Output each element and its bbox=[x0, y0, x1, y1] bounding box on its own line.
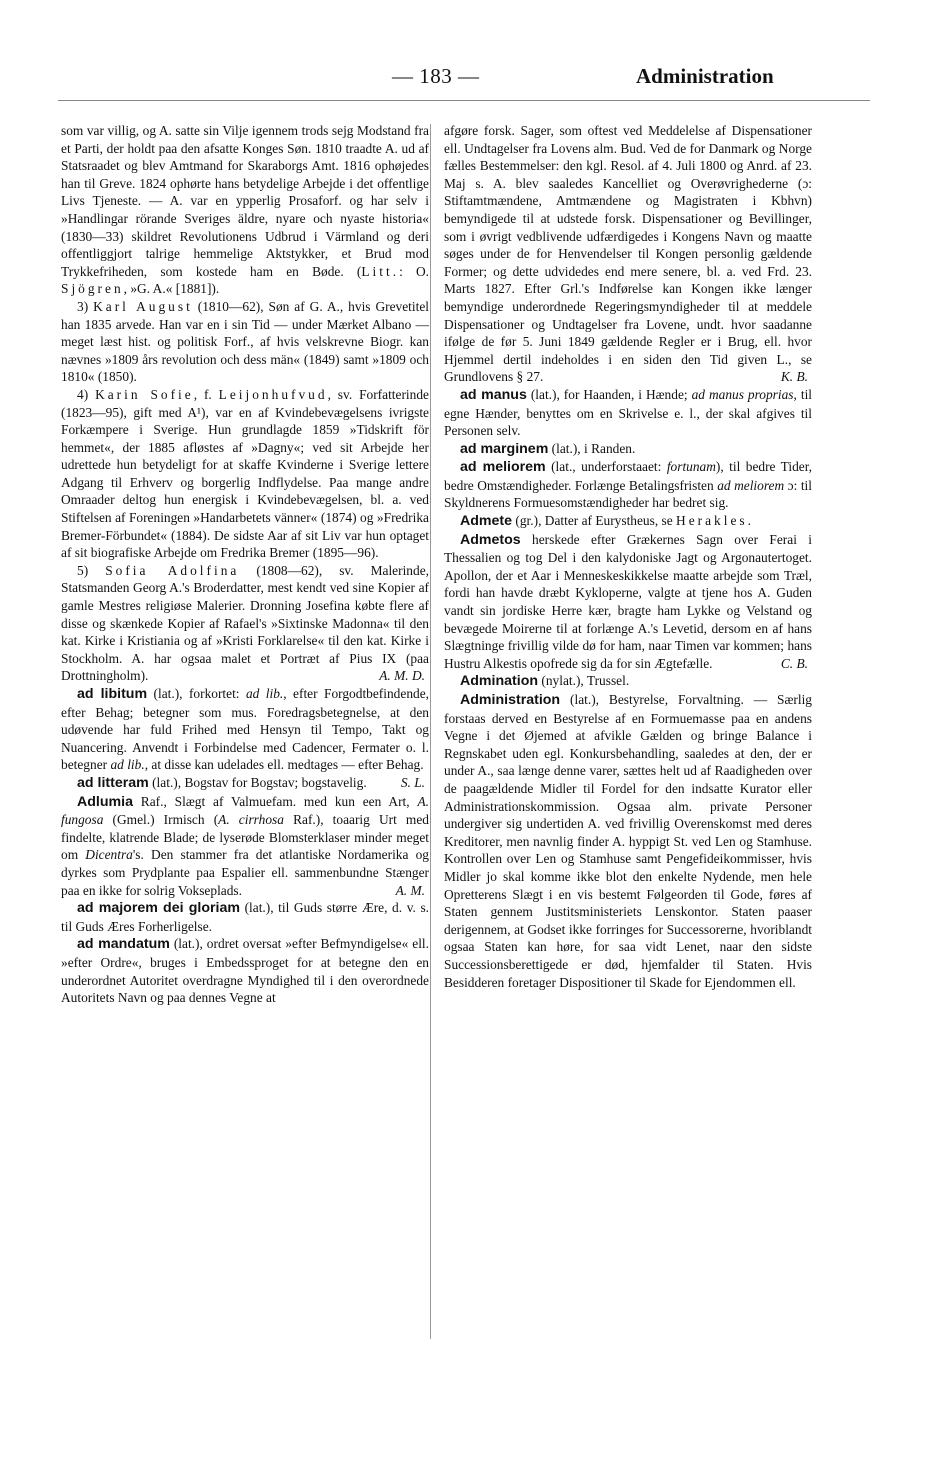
page-number: — 183 — bbox=[392, 64, 480, 88]
paragraph: 4) Karin Sofie, f. Leijonhufvud, sv. Forfatterinde (1823—95), gift med A¹), var en af Kvindebevægelsens ivrigste Forkæmpere i Sverige. Hun grundlagde 1859 »Tidskrift för hemmet«, der 1885 afløstes af »Dagny«; ved sit Arbejde her udrettede hun betydeligt for at skaffe Kvinderne i Sverige lettere Adgang til Erhverv og borgerlig Indflydelse. Paa mange andre Omraader deltog hun energisk i Kvindebevægelsen, bl. a. ved Stiftelsen af Foreningen »Handarbetets vänner« (1874) og »Fredrika Bremer-Förbundet« (1884). De sidste Aar af sit Liv var hun optaget af sit biografiske Arbejde om Fredrika Bremer (1895—96). bbox=[61, 386, 429, 561]
running-head: Administration bbox=[636, 64, 774, 88]
entry: ad marginem (lat.), i Randen. bbox=[460, 440, 636, 457]
entry: ad mandatum (lat.), ordret oversat »efter Befmyndigelse« ell. »efter Ordre«, bruges i Embedssproget for at betegne den en underordnet Autoritet overdragne Myndighed til i den overordnede Autoritets Navn og paa dennes Vegne at bbox=[61, 936, 429, 1006]
entry: ad litteram (lat.), Bogstav for Bogstav; bogstavelig. bbox=[77, 774, 367, 791]
signature: A. M. bbox=[395, 882, 425, 898]
headword: Admination bbox=[460, 673, 539, 690]
headword: ad manus bbox=[460, 386, 527, 403]
headword: ad mandatum bbox=[77, 936, 170, 953]
header-rule bbox=[58, 100, 870, 101]
entry: ad manus (lat.), for Haanden, i Hænde; ad manus proprias, til egne Hænder, benyttes om en Skrivelse e. l., der skal afgives til Personen selv. bbox=[444, 386, 813, 439]
headword: Admetos bbox=[460, 531, 521, 548]
signature: K. B. bbox=[780, 369, 808, 385]
right-column bbox=[444, 122, 812, 991]
left-column bbox=[61, 122, 429, 1007]
column-divider bbox=[430, 124, 431, 1339]
headword: Administration bbox=[460, 692, 561, 708]
headword: Adlumia bbox=[77, 793, 133, 810]
entry: Admination (nylat.), Trussel. bbox=[460, 673, 630, 690]
entry: ad meliorem (lat., underforstaaet: fortunam), til bedre Tider, bedre Omstændigheder. Forlænge Betalingsfristen ad meliorem ɔ: til Skyldnerens Formuesomstændigheder har bedret sig. bbox=[444, 459, 813, 511]
entry: ad libitum (lat.), forkortet: ad lib., efter Forgodtbefindende, efter Behag; betegner som mus. Foredragsbetegnelse, at den udøvende har fuld Frihed med Hensyn til Tempo, Takt og Nuancering. Anvendt i Forbindelse med Cadencer, Fermater o. l. betegner ad lib., at disse kan udelades ell. medtages — efter Behag. S. L. bbox=[61, 686, 429, 790]
headword: ad majorem dei gloriam bbox=[77, 900, 240, 917]
entry: Admete (gr.), Datter af Eurystheus, se Herakles. bbox=[460, 513, 751, 530]
entry: ad majorem dei gloriam (lat.), til Guds større Ære, d. v. s. til Guds Æres Forherligelse. bbox=[61, 900, 430, 934]
paragraph: 5) Sofia Adolfina (1808—62), sv. Malerinde, Statsmanden Georg A.'s Broderdatter, mest kendt ved sine Kopier af gamle Mestres religiøse Malerier. Dronning Josefina købte flere af disse og skænkede Kopier af Rafael's »Sixtinske Madonna« til den kat. Kirke i Kristiania og af »Kristi Forklarelse« til den kat. Kirke i Stockholm. A. har ogsaa malet et Portræt af Pius IX (paa Drottningholm). A. M. D. bbox=[61, 562, 429, 684]
paragraph: afgøre forsk. Sager, som oftest ved Meddelelse af Dispensationer ell. Undtagelser fra Lovens alm. Bud. Ved de for Danmark og Norge fælles Bestemmelser: den kgl. Resol. af 4. Juli 1800 og Anrd. af 23. Maj s. A. blev saaledes Kancelliet og Overøvrighederne (ɔ: Stiftamtmændene, Amtmændene og Magistraten i Kbhvn) bemyndigede til at udstede forsk. Dispensationer og Bevillinger, som i øvrigt vedblivende udfærdigedes i Kongens Navn og maatte søges under de for Henvendelser til Kongen personlig gældende Former; og dette udvidedes end mere senere, bl. a. ved Frd. 23. Marts 1827. Efter Grl.'s Indførelse kan Kongen ikke længer bemyndige underordnede Regeringsmyndigheder til at meddele Dispensationer og Undtagelser fra Lovene, undt. hvor saadanne ifølge de før 5. Juni 1849 gældende Regler er i Brug, ell. hvor Hjemmel dertil indeholdes i en siden den Tid given L., se Grundlovens § 27. K. B. bbox=[444, 123, 812, 385]
headword: ad marginem bbox=[460, 440, 549, 457]
entry: Admetos herskede efter Grækernes Sagn over Ferai i Thessalien og tog Del i den kalydoniske Jagt og Argonautertoget. Apollon, der et Aar i Menneskeskikkelse maatte arbejde som Træl, fordi han havde dræbt Kykloperne, valgte at tjene hos A. Guden vandt sin jordiske Herre kær, bragte ham Lykke og Velstand og bevægede Moirerne til at forlænge A.'s Levetid, dersom en af hans Slægtninge frivillig vilde dø for ham, naar Timen var kommen; hans Hustru Alkestis opofrede sig da for sin Ægtefælle. C. B. bbox=[444, 531, 812, 671]
headword: ad libitum bbox=[77, 686, 148, 702]
paragraph: som var villig, og A. satte sin Vilje igennem trods sejg Modstand fra et Parti, der holdt paa den afsatte Konges Søn. 1810 traadte A. ud af Statsraadet og blev Amtmand for Skaraborgs Amt. 1816 ophøjedes han til Greve. 1824 ophørte hans betydelige Arbejde i det offentlige Livs Tjeneste. — A. var en ypperlig Prosaforf. og har selv i »Handlingar rörande Sveriges äldre, nyare och nyaste historia« (1830—33) skildret Revolutionens Udbrud i Värmland og deri offentliggjort talrige hemmelige Aktstykker, et Brud mod Trykkefriheden, som kostede ham en Bøde. (Litt.: O. Sjögren, »G. A.« [1881]). bbox=[61, 123, 430, 297]
headword: Admete bbox=[460, 513, 513, 530]
signature: S. L. bbox=[400, 774, 425, 790]
entry: Administration (lat.), Bestyrelse, Forvaltning. — Særlig forstaas derved en Bestyrelse af en Formuemasse paa en andens Vegne i det Øjemed at afvikle Gælden og bringe Balance i Regnskabet uden egl. Konkursbehandling, saaledes at den, der er under A., saa længe denne varer, sættes helt ud af Raadigheden over de paagældende Midler til Fordel for den indsatte Kurator eller Administrationskommission. Ogsaa alm. private Personer undergiver sig undertiden A. ved frivillig Overenskomst med deres Kreditorer, men navnlig finder A. hyppigt St. ved Len og Stamhuse. Kontrollen over Len og Stamhuse samt Pengefideikommisser, hvis Midler jo skal komme ikke blot den enkelte Nydende, men hele Opretterens Slægt i en vis bestemt Følgeorden til Gode, føres af Staten gennem Justitsministeriets Lenskontor. Staten paaser derigennem, at Godset ikke forringes for Successorerne, hvoriblandt ogsaa Staten kan høre, for saa vidt Lenet, naar den sidste Successionsberettigede er død, hjemfalder til Staten. Hvis Besidderen foretager Dispositioner til Skade for Ejendommen ell. bbox=[444, 692, 812, 990]
entry: Adlumia Raf., Slægt af Valmuefam. med kun een Art, A. fungosa (Gmel.) Irmisch (A. cirrhosa Raf.), toaarig Urt med findelte, klatrende Blade; de lyserøde Blomsterklaser minder meget om Dicentra's. Den stammer fra det atlantiske Nordamerika og dyrkes som Prydplante paa Espalier ell. sammenbundne Stænger paa en ikke for solrig Vokseplads. A. M. bbox=[61, 793, 429, 898]
signature: A. M. D. bbox=[379, 668, 425, 684]
headword: ad meliorem bbox=[460, 459, 546, 476]
signature: C. B. bbox=[780, 655, 808, 671]
headword: ad litteram bbox=[77, 774, 149, 791]
paragraph: 3) Karl August (1810—62), Søn af G. A., hvis Grevetitel han 1835 arvede. Han var en i sin Tid — under Mærket Albano — meget læst hist. og politisk Forf., af hvis velskrevne Biogr. kan nævnes »1809 års revolution och dess män« (1849) samt »1809 och 1810« (1850). bbox=[61, 298, 429, 385]
